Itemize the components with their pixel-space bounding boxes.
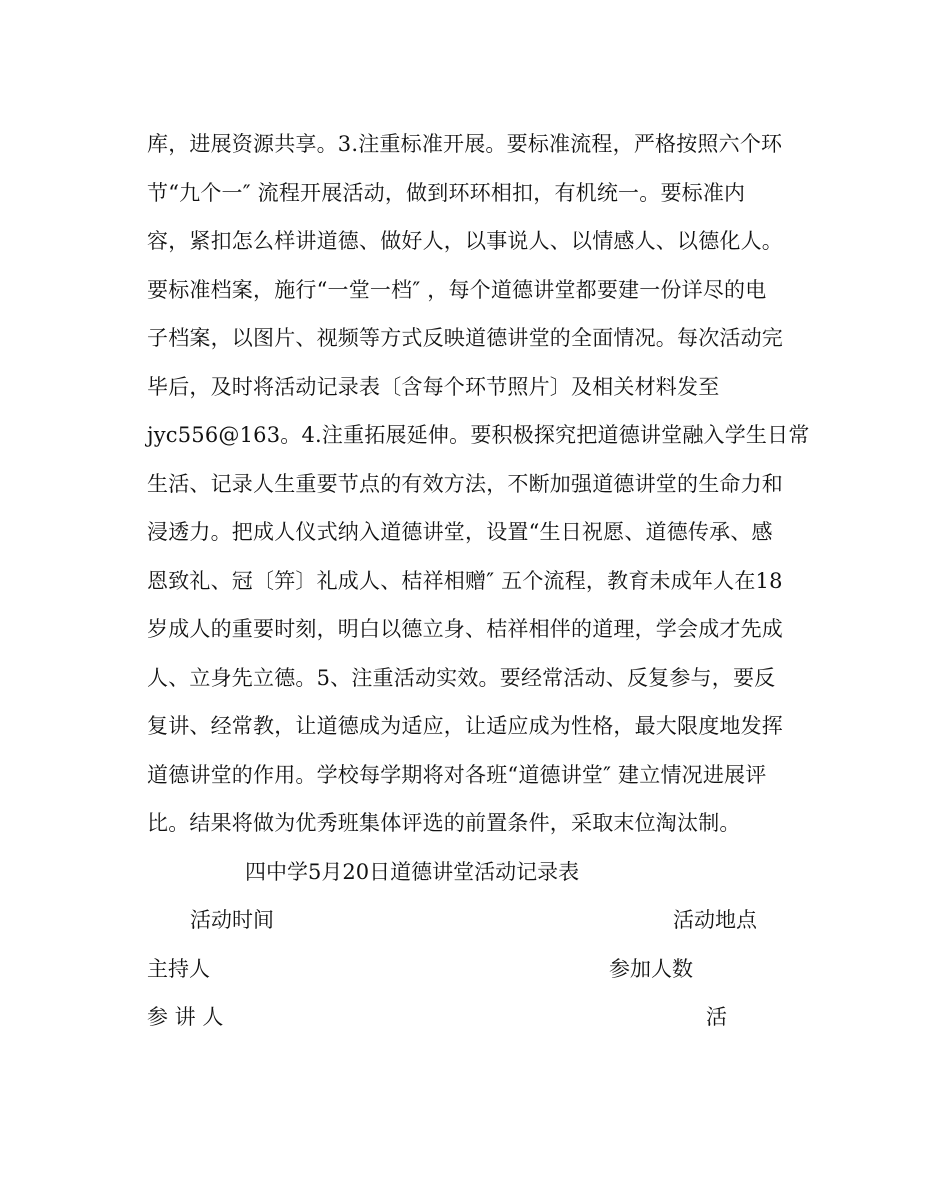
activity-time-label: 活动时间	[190, 908, 274, 932]
body-line: 子档案，以图片、视频等方式反映道德讲堂的全面情况。每次活动完	[147, 326, 783, 350]
body-line: 人、立身先立德。5、注重活动实效。要经常活动、反复参与，要反	[147, 666, 776, 690]
body-line: 道德讲堂的作用。学校每学期将对各班“道德讲堂″ 建立情况进展评	[147, 763, 767, 787]
participants-label: 参加人数	[609, 957, 693, 981]
speaker-label: 参 讲 人	[147, 1005, 224, 1029]
body-line: 容，紧扣怎么样讲道德、做好人，以事说人、以情感人、以德化人。	[147, 229, 783, 253]
body-line: 要标准档案，施行“一堂一档″ ，每个道德讲堂都要建一份详尽的电	[147, 278, 767, 302]
body-line: 恩致礼、冠〔笄〕礼成人、桔祥相赠″ 五个流程，教育未成年人在18	[147, 569, 783, 593]
body-line: 岁成人的重要时刻，明白以德立身、桔祥相伴的道理，学会成才先成	[147, 617, 783, 641]
body-line: 生活、记录人生重要节点的有效方法，不断加强道德讲堂的生命力和	[147, 472, 783, 496]
body-line: 库，进展资源共享。3.注重标准开展。要标准流程，严格按照六个环	[147, 132, 783, 156]
body-line: 复讲、经常教，让道德成为适应，让适应成为性格，最大限度地发挥	[147, 714, 783, 738]
activity-place-label: 活动地点	[673, 908, 757, 932]
record-table-title: 四中学5月20日道德讲堂活动记录表	[245, 860, 580, 884]
host-label: 主持人	[147, 957, 210, 981]
body-line: jyc556@163。4.注重拓展延伸。要积极探究把道德讲堂融入学生日常	[147, 423, 810, 447]
body-line: 毕后，及时将活动记录表〔含每个环节照片〕及相关材料发至	[147, 375, 720, 399]
body-line: 浸透力。把成人仪式纳入道德讲堂，设置“生日祝愿、道德传承、感	[147, 520, 773, 544]
truncated-activity-label: 活	[706, 1005, 727, 1029]
body-line: 节“九个一″ 流程开展活动，做到环环相扣，有机统一。要标准内	[147, 181, 746, 205]
body-line: 比。结果将做为优秀班集体评选的前置条件，采取末位淘汰制。	[147, 811, 741, 835]
